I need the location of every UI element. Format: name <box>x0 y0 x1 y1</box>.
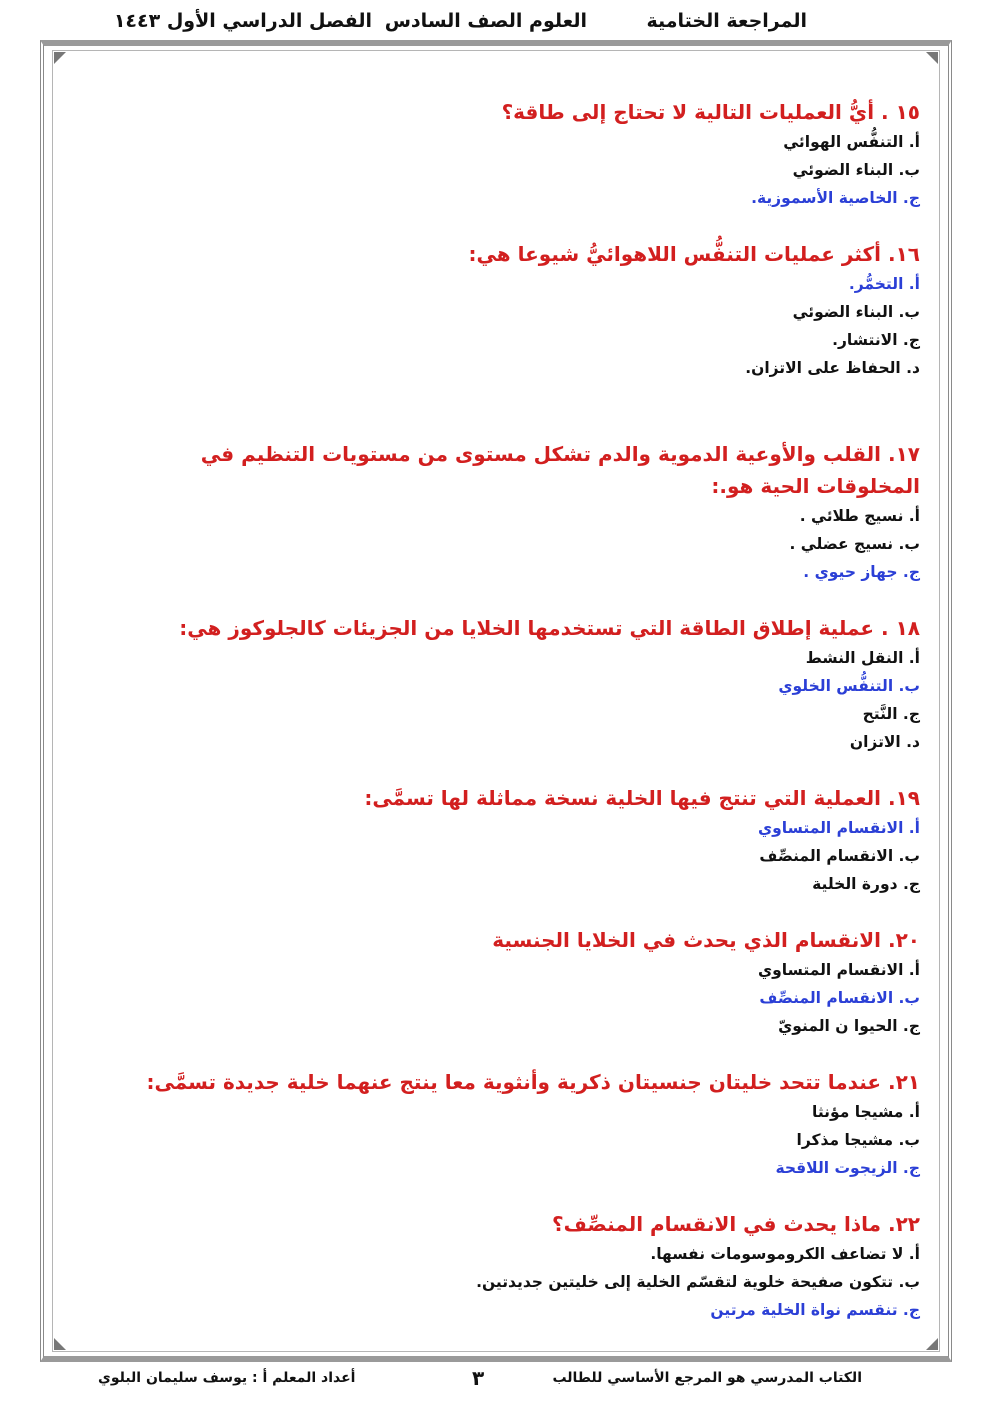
option: أ. لا تضاعف الكروموسومات نفسها. <box>650 1245 920 1263</box>
question-title: ١٥ . أيُّ العمليات التالية لا تحتاج إلى طاقة؟ <box>501 100 920 124</box>
option: أ. مشيجا مؤنثا <box>812 1103 920 1121</box>
question-15 <box>140 96 920 212</box>
question-18 <box>140 612 920 756</box>
option: ب. تتكون صفيحة خلوية لتقسّم الخلية إلى خليتين جديدتين. <box>476 1273 920 1291</box>
header-subject: العلوم الصف السادس <box>384 10 587 32</box>
option: ج. الانتشار. <box>832 331 920 349</box>
question-19 <box>140 782 920 898</box>
option-correct: ج. الزيجوت اللاقحة <box>775 1159 920 1177</box>
option: د. الاتزان <box>849 733 920 751</box>
header-term: الفصل الدراسي الأول ١٤٤٣ <box>113 10 372 32</box>
question-17 <box>140 438 920 586</box>
option-correct: ج. تنقسم نواة الخلية مرتين <box>710 1301 920 1319</box>
option-correct: ب. الانقسام المنصِّف <box>759 989 920 1007</box>
corner-ornament-icon <box>926 1338 938 1350</box>
page-number: ٣ <box>472 1366 485 1390</box>
header-review-title: المراجعة الختامية <box>646 10 807 32</box>
question-16 <box>140 238 920 382</box>
question-title: ٢٢. ماذا يحدث في الانقسام المنصِّف؟ <box>552 1212 920 1236</box>
option: أ. الانقسام المتساوي <box>757 961 920 979</box>
option: ب. نسيج عضلي . <box>789 535 920 553</box>
option: ج. النَّتح <box>862 705 920 723</box>
option: ب. البناء الضوئي <box>792 161 920 179</box>
question-22 <box>140 1208 920 1324</box>
option: أ. النقل النشط <box>805 649 920 667</box>
question-title: ١٨ . عملية إطلاق الطاقة التي تستخدمها الخلايا من الجزيئات كالجلوكوز هي: <box>179 616 920 640</box>
corner-ornament-icon <box>54 1338 66 1350</box>
question-title: ٢٠. الانقسام الذي يحدث في الخلايا الجنسية <box>492 928 920 952</box>
question-title: ١٧. القلب والأوعية الدموية والدم تشكل مستوى من مستويات التنظيم في المخلوقات الحية هو.: <box>200 442 920 498</box>
footer-author: أعداد المعلم أ : يوسف سليمان البلوي <box>98 1370 356 1386</box>
option: ب. الانقسام المنصِّف <box>759 847 920 865</box>
option-correct: أ. الانقسام المتساوي <box>757 819 920 837</box>
question-20 <box>140 924 920 1040</box>
question-title: ١٦. أكثر عمليات التنفُّس اللاهوائيُّ شيوعا هي: <box>468 242 920 266</box>
questions-list <box>140 96 920 1350</box>
option: د. الحفاظ على الاتزان. <box>745 359 920 377</box>
option: ب. البناء الضوئي <box>792 303 920 321</box>
option: ج. الحيوا ن المنويّ <box>778 1017 920 1035</box>
question-21 <box>140 1066 920 1182</box>
option-correct: ج. الخاصية الأسموزية. <box>751 189 920 207</box>
question-title: ١٩. العملية التي تنتج فيها الخلية نسخة مماثلة لها تسمَّى: <box>364 786 920 810</box>
option: ب. مشيجا مذكرا <box>796 1131 920 1149</box>
option: ج. دورة الخلية <box>812 875 920 893</box>
corner-ornament-icon <box>54 52 66 64</box>
question-title: ٢١. عندما تتحد خليتان جنسيتان ذكرية وأنثوية معا ينتج عنهما خلية جديدة تسمَّى: <box>146 1070 920 1094</box>
option-correct: أ. التخمُّر. <box>848 275 920 293</box>
option-correct: ب. التنفُّس الخلوي <box>778 677 920 695</box>
footer-note: الكتاب المدرسي هو المرجع الأساسي للطالب <box>552 1370 862 1386</box>
page-footer <box>0 1366 992 1396</box>
option: أ. نسيج طلائي . <box>799 507 920 525</box>
option-correct: ج. جهاز حيوي . <box>803 563 920 581</box>
page-header <box>0 10 992 38</box>
option: أ. التنفُّس الهوائي <box>783 133 920 151</box>
corner-ornament-icon <box>926 52 938 64</box>
